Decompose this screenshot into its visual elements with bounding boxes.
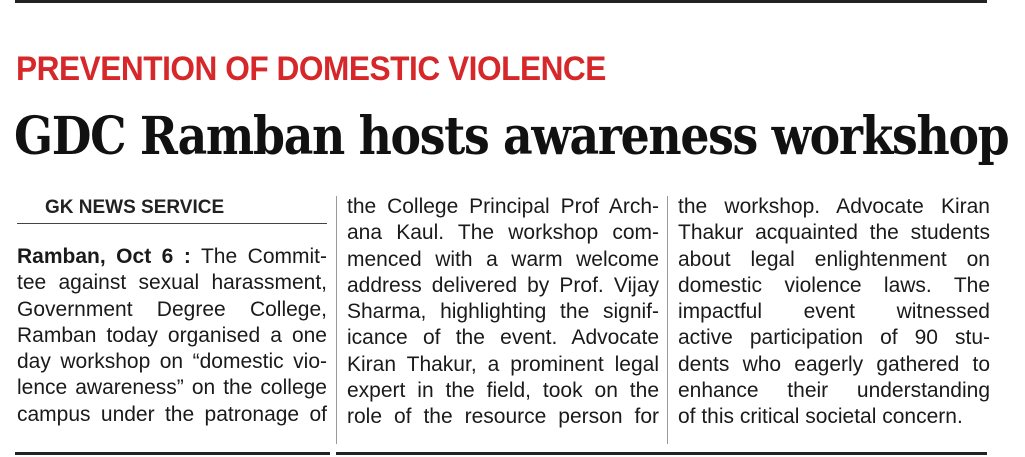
column-divider bbox=[336, 196, 337, 444]
body-line: lence awareness” on the college bbox=[17, 376, 327, 400]
body-line bbox=[17, 244, 327, 270]
body-line: enhance their understanding bbox=[678, 379, 990, 403]
body-line: impactful event witnessed bbox=[678, 300, 990, 324]
body-line: role of the resource person for bbox=[347, 405, 659, 429]
body-line: expert in the field, took on the bbox=[347, 379, 659, 403]
body-line: tee against sexual harassment, bbox=[17, 271, 327, 295]
body-line: Kiran Thakur, a prominent legal bbox=[347, 352, 659, 376]
body-line: menced with a warm welcome bbox=[347, 247, 659, 271]
dateline: Ramban, Oct 6 : bbox=[17, 245, 191, 268]
byline-underline bbox=[17, 223, 327, 224]
body-line: of this critical societal concern. bbox=[678, 405, 963, 429]
bottom-border-rule bbox=[336, 452, 987, 455]
body-line: the workshop. Advocate Kiran bbox=[678, 195, 990, 218]
byline: GK NEWS SERVICE bbox=[45, 197, 225, 218]
body-line: Thakur acquainted the students bbox=[678, 221, 990, 245]
bottom-border-rule bbox=[15, 452, 330, 455]
body-line: address delivered by Prof. Vijay bbox=[347, 273, 659, 297]
article-column-1 bbox=[17, 194, 327, 428]
section-kicker: PREVENTION OF DOMESTIC VIOLENCE bbox=[16, 50, 606, 88]
body-line: Government Degree College, bbox=[17, 297, 327, 321]
body-line: active participation of 90 stu- bbox=[678, 326, 990, 350]
body-line: day workshop on “domestic vio- bbox=[17, 350, 327, 374]
body-line: the College Principal Prof Arch- bbox=[347, 195, 659, 218]
top-border-rule bbox=[15, 0, 987, 3]
body-line: campus under the patronage of bbox=[17, 402, 327, 426]
column-divider bbox=[667, 196, 668, 444]
body-line: about legal enlightenment on bbox=[678, 247, 990, 271]
article-headline: GDC Ramban hosts awareness workshop bbox=[14, 106, 1009, 167]
article-column-2 bbox=[347, 194, 659, 431]
article-column-3 bbox=[678, 194, 990, 431]
body-line-text: The Commit- bbox=[190, 245, 327, 268]
body-line: ana Kaul. The workshop com- bbox=[347, 221, 659, 245]
body-line: Ramban today organised a one bbox=[17, 323, 327, 347]
body-line: icance of the event. Advocate bbox=[347, 326, 659, 350]
body-line: Sharma, highlighting the signif- bbox=[347, 300, 659, 324]
body-line: domestic violence laws. The bbox=[678, 273, 990, 297]
body-line: dents who eagerly gathered to bbox=[678, 352, 990, 376]
